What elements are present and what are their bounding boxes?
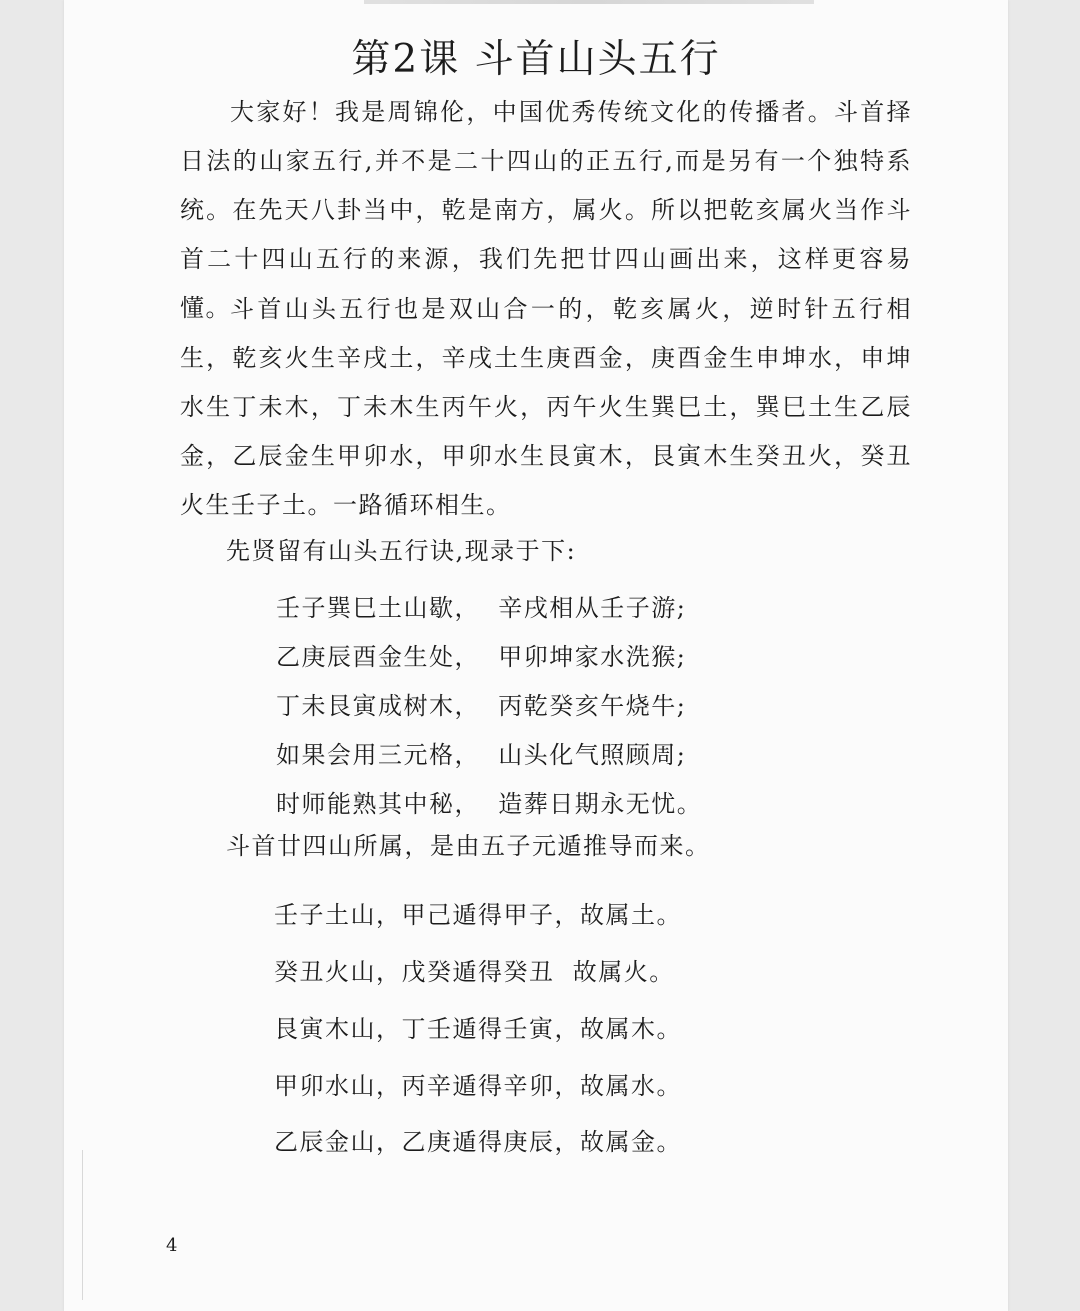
paragraph-cycle: 斗首山头五行也是双山合一的，乾亥属火，逆时针五行相生，乾亥火生辛戌土，辛戌土生庚酉金，庚酉金生申坤水，申坤水生丁未木，丁未木生丙午火，丙午火生巽巳土，巽巳土生乙辰金，乙辰金生甲卯水，甲卯水生艮寅木，艮寅木生癸丑火，癸丑火生壬子土。一路循环相生。 [180, 295, 912, 519]
page-edge-line [82, 1150, 83, 1300]
document-page [64, 0, 1008, 1311]
page-number: 4 [166, 1235, 178, 1256]
cropped-header-line [364, 0, 814, 4]
derivation-line: 壬子土山，甲己遁得甲子，故属土。 [274, 901, 682, 929]
paragraph-poem-intro: 先贤留有山头五行诀,现录于下: [226, 537, 577, 565]
lesson-title: 第2课 斗首山头五行 [351, 37, 721, 82]
poem-line: 壬子巽巳土山歇， 辛戌相从壬子游; [276, 594, 687, 622]
derivation-line: 甲卯水山，丙辛遁得辛卯，故属水。 [274, 1072, 682, 1100]
paragraph-intro: 大家好！我是周锦伦，中国优秀传统文化的传播者。斗首择日法的山家五行,并不是二十四山的正五行,而是另有一个独特系统。在先天八卦当中，乾是南方，属火。所以把乾亥属火当作斗首二十四山五行的来源，我们先把廿四山画出来，这样更容易懂。 [180, 98, 912, 322]
paragraph-derivation-intro: 斗首廿四山所属，是由五子元遁推导而来。 [226, 832, 711, 860]
poem-line: 时师能熟其中秘， 造葬日期永无忧。 [276, 790, 703, 818]
poem-line: 如果会用三元格， 山头化气照顾周; [276, 741, 687, 769]
poem-line: 乙庚辰酉金生处， 甲卯坤家水洗猴; [276, 643, 687, 671]
derivation-line: 癸丑火山，戊癸遁得癸丑 故属火。 [274, 958, 675, 986]
derivation-line: 艮寅木山，丁壬遁得壬寅，故属木。 [274, 1015, 682, 1043]
derivation-line: 乙辰金山，乙庚遁得庚辰，故属金。 [274, 1128, 682, 1156]
poem-line: 丁未艮寅成树木， 丙乾癸亥午烧牛; [276, 692, 687, 720]
